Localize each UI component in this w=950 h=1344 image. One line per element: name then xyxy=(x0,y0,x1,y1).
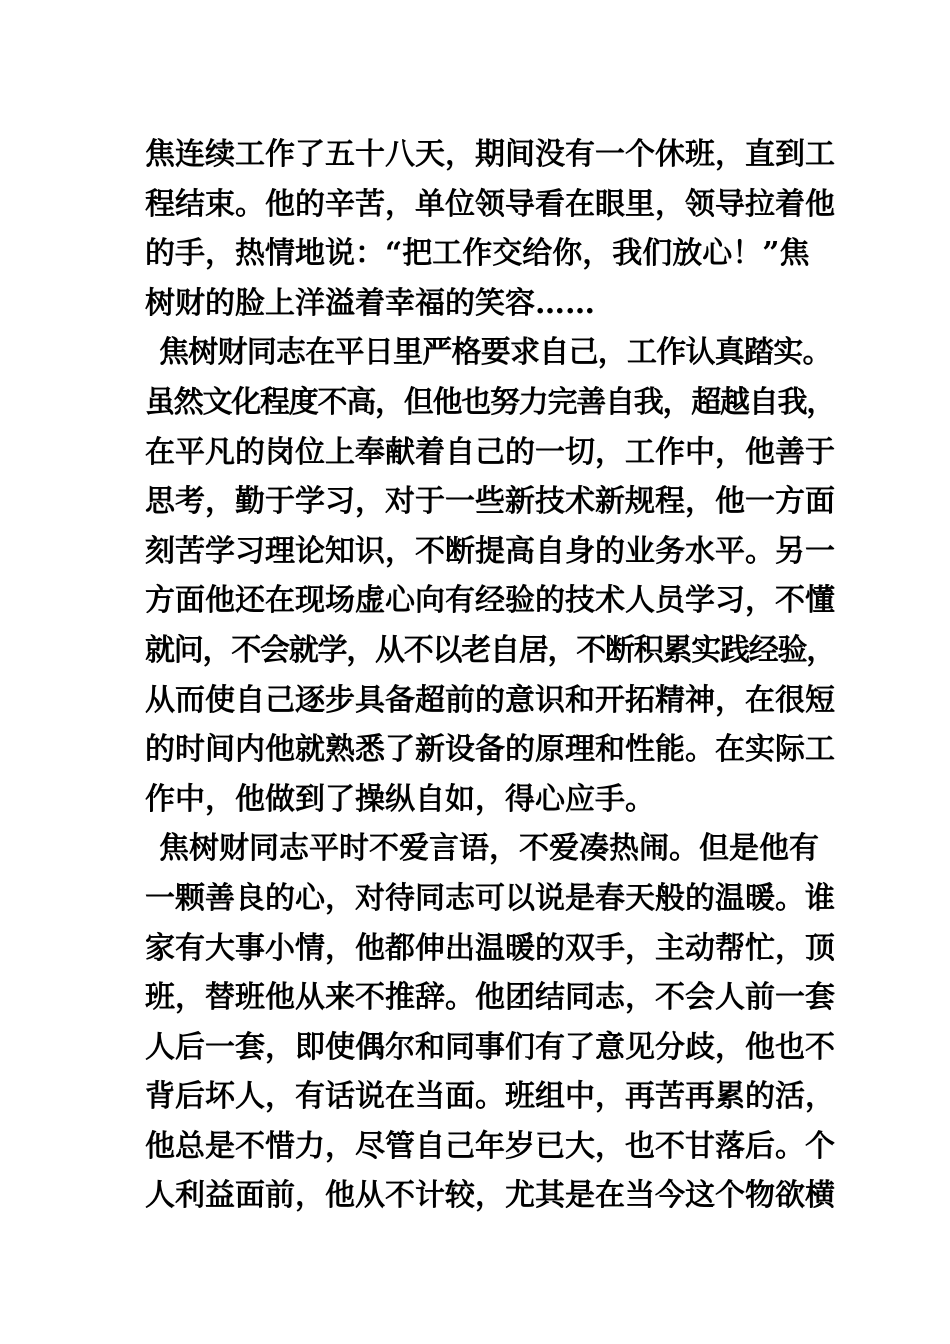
text-line: 程结束。他的辛苦，单位领导看在眼里，领导拉着他 xyxy=(145,186,835,222)
text-line: 在平凡的岗位上奉献着自己的一切，工作中，他善于 xyxy=(145,434,835,470)
text-line: 班，替班他从来不推辞。他团结同志，不会人前一套 xyxy=(145,980,835,1016)
text-line: 作中，他做到了操纵自如，得心应手。 xyxy=(145,781,655,817)
text-line: 人利益面前，他从不计较，尤其是在当今这个物欲横 xyxy=(145,1178,835,1214)
text-line: 焦树财同志在平日里严格要求自己，工作认真踏实。 xyxy=(159,335,832,371)
text-line: 一颗善良的心，对待同志可以说是春天般的温暖。谁 xyxy=(145,880,835,916)
text-line: 方面他还在现场虚心向有经验的技术人员学习，不懂 xyxy=(145,583,835,619)
text-line: 虽然文化程度不高，但他也努力完善自我，超越自我， xyxy=(145,384,835,420)
document-text-body xyxy=(145,130,835,1221)
text-line: 树财的脸上洋溢着幸福的笑容…… xyxy=(145,285,595,321)
text-line: 从而使自己逐步具备超前的意识和开拓精神，在很短 xyxy=(145,682,835,718)
text-line: 人后一套，即使偶尔和同事们有了意见分歧，他也不 xyxy=(145,1029,835,1065)
text-line: 背后坏人，有话说在当面。班组中，再苦再累的活， xyxy=(145,1079,835,1115)
text-line: 刻苦学习理论知识，不断提高自身的业务水平。另一 xyxy=(145,533,835,569)
text-line: 思考，勤于学习，对于一些新技术新规程，他一方面 xyxy=(145,484,835,520)
text-line: 的时间内他就熟悉了新设备的原理和性能。在实际工 xyxy=(145,732,835,768)
text-line: 的手，热情地说：“把工作交给你，我们放心！”焦 xyxy=(145,236,810,272)
text-line: 焦树财同志平时不爱言语，不爱凑热闹。但是他有 xyxy=(159,831,819,867)
text-line: 就问，不会就学，从不以老自居，不断积累实践经验， xyxy=(145,632,835,668)
text-line: 家有大事小情，他都伸出温暖的双手，主动帮忙，顶 xyxy=(145,930,835,966)
text-line: 焦连续工作了五十八天，期间没有一个休班，直到工 xyxy=(145,137,835,172)
text-line: 他总是不惜力，尽管自己年岁已大，也不甘落后。个 xyxy=(145,1128,835,1164)
